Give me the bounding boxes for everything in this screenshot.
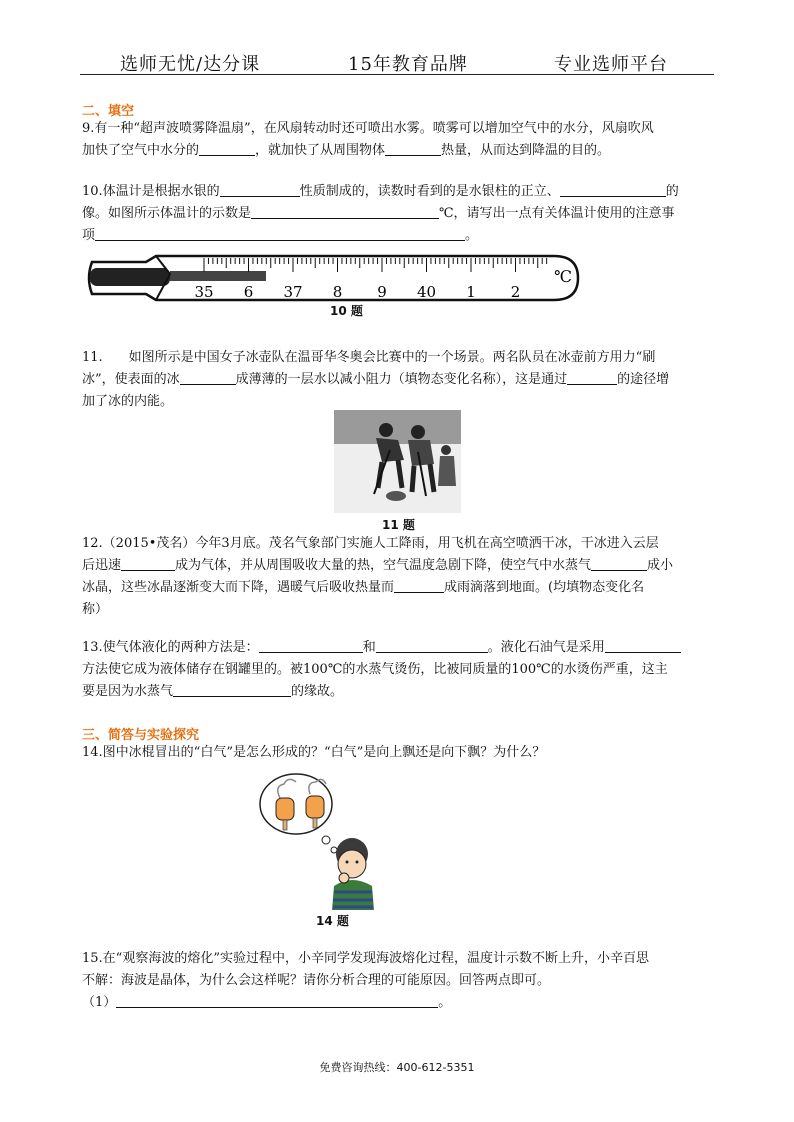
q13-text: 。液化石油气是采用 — [487, 640, 605, 655]
thermometer-tick-label: 6 — [243, 283, 254, 301]
q13-line2: 方法使它成为液体储存在钢罐里的。被100℃的水蒸气烫伤，比被同质量的100℃的水烫伤严重，这主 — [82, 662, 668, 677]
thermometer-tick-label: 8 — [332, 283, 343, 301]
q15-text: （1） — [82, 995, 117, 1010]
thermometer-tick-label: 37 — [283, 283, 303, 301]
header-center: 15年教育品牌 — [348, 54, 468, 75]
popsicle-illustration — [248, 768, 388, 910]
q10-text: 的 — [665, 184, 679, 199]
answer-blank[interactable] — [385, 141, 441, 156]
thermometer-tick-label: 35 — [194, 283, 214, 301]
q14-line1: 14.图中冰棍冒出的“白气”是怎么形成的？“白气”是向上飘还是向下飘？为什么？ — [82, 745, 546, 760]
q13-text: 和 — [362, 640, 376, 655]
popsicle-icon — [276, 798, 294, 820]
q11-text: 成薄薄的一层水以减小阻力（填物态变化名称），这是通过 — [235, 372, 568, 387]
question-11 — [82, 347, 712, 413]
section-answer-heading: 三、简答与实验探究 — [82, 728, 200, 743]
header-right: 专业选师平台 — [554, 54, 668, 75]
q10-text: 10.体温计是根据水银的 — [82, 184, 220, 199]
answer-blank[interactable] — [173, 682, 291, 697]
q15-text: 。 — [438, 995, 452, 1010]
answer-blank[interactable] — [591, 556, 647, 571]
q12-text: 成小 — [647, 558, 674, 573]
figure-caption-11: 11 题 — [382, 518, 415, 532]
q12-line1: 12.（2015•茂名）今年3月底。茂名气象部门实施人工降雨，用飞机在高空喷洒干冰，干冰进入云层 — [82, 536, 659, 551]
answer-blank[interactable] — [259, 638, 363, 653]
q10-text: 项 — [82, 228, 96, 243]
q13-text: 要是因为水蒸气 — [82, 684, 174, 699]
question-10 — [82, 181, 712, 247]
q10-text: 。 — [465, 228, 479, 243]
question-14 — [82, 742, 712, 764]
mercury-bulb — [90, 268, 170, 286]
q12-text: 冰晶，这些冰晶逐渐变大而下降，遇暖气后吸收热量而 — [82, 580, 395, 595]
popsicle-icon — [306, 796, 324, 818]
q10-text: ℃，请写出一点有关体温计使用的注意事 — [439, 206, 675, 221]
q11-line3: 加了冰的内能。 — [82, 394, 174, 409]
q11-text: 冰”，使表面的冰 — [82, 372, 180, 387]
q9-line1: 9.有一种“超声波喷雾降温扇”，在风扇转动时还可喷出水雾。喷雾可以增加空气中的水分，风扇吹风 — [82, 121, 654, 136]
question-15 — [82, 948, 712, 1014]
q15-line1: 15.在“观察海波的熔化”实验过程中，小辛同学发现海波熔化过程，温度计示数不断上升，小辛百思 — [82, 951, 649, 966]
answer-blank[interactable] — [180, 370, 236, 385]
answer-blank[interactable] — [116, 993, 438, 1008]
q12-text: 成为气体，并从周围吸收大量的热，空气温度急剧下降，使空气中水蒸气 — [175, 558, 592, 573]
thermometer-unit: ℃ — [554, 267, 572, 286]
question-9 — [82, 118, 712, 162]
answer-blank[interactable] — [220, 182, 300, 197]
figure-caption-14: 14 题 — [316, 914, 349, 928]
curling-photo — [334, 410, 461, 513]
q12-line4: 称） — [82, 602, 109, 617]
answer-blank[interactable] — [251, 204, 439, 219]
q12-text: 后迅速 — [82, 558, 122, 573]
section-fill-heading: 二、填空 — [82, 104, 135, 119]
thermometer-tick-label: 1 — [466, 283, 476, 301]
answer-blank[interactable] — [560, 182, 666, 197]
mercury-column — [170, 271, 266, 281]
thermometer-tick-label: 2 — [510, 283, 521, 301]
thermometer-tick-label: 9 — [377, 283, 387, 301]
answer-blank[interactable] — [95, 226, 465, 241]
question-12 — [82, 533, 712, 621]
q9-text: 加快了空气中水分的 — [82, 143, 200, 158]
header-left: 选师无忧/达分课 — [120, 54, 261, 75]
answer-blank[interactable] — [199, 141, 255, 156]
answer-blank[interactable] — [376, 638, 488, 653]
q11-line1: 11. 如图所示是中国女子冰壶队在温哥华冬奥会比赛中的一个场景。两名队员在冰壶前方用力“刷 — [82, 350, 656, 365]
q9-text: ，就加快了从周围物体 — [255, 143, 386, 158]
page-footer: 免费咨询热线：400-612-5351 — [319, 1061, 475, 1074]
answer-blank[interactable] — [605, 638, 681, 653]
q13-text: 13.使气体液化的两种方法是： — [82, 640, 259, 655]
q15-line2: 不解：海波是晶体，为什么会这样呢？请你分析合理的可能原因。回答两点即可。 — [82, 973, 551, 988]
answer-blank[interactable] — [567, 370, 617, 385]
q10-text: 像。如图所示体温计的示数是 — [82, 206, 252, 221]
thermometer-figure — [84, 252, 584, 304]
q12-text: 成雨滴落到地面。(均填物态变化名 — [444, 580, 645, 595]
question-13 — [82, 637, 712, 703]
q10-text: 性质制成的，读数时看到的是水银柱的正立、 — [299, 184, 560, 199]
page-header — [80, 48, 714, 75]
q9-text: 热量，从而达到降温的目的。 — [441, 143, 611, 158]
answer-blank[interactable] — [394, 578, 444, 593]
q11-text: 的途径增 — [617, 372, 670, 387]
figure-caption-10: 10 题 — [330, 304, 363, 318]
q13-text: 的缘故。 — [291, 684, 344, 699]
answer-blank[interactable] — [121, 556, 175, 571]
thermometer-tick-label: 40 — [416, 283, 437, 301]
